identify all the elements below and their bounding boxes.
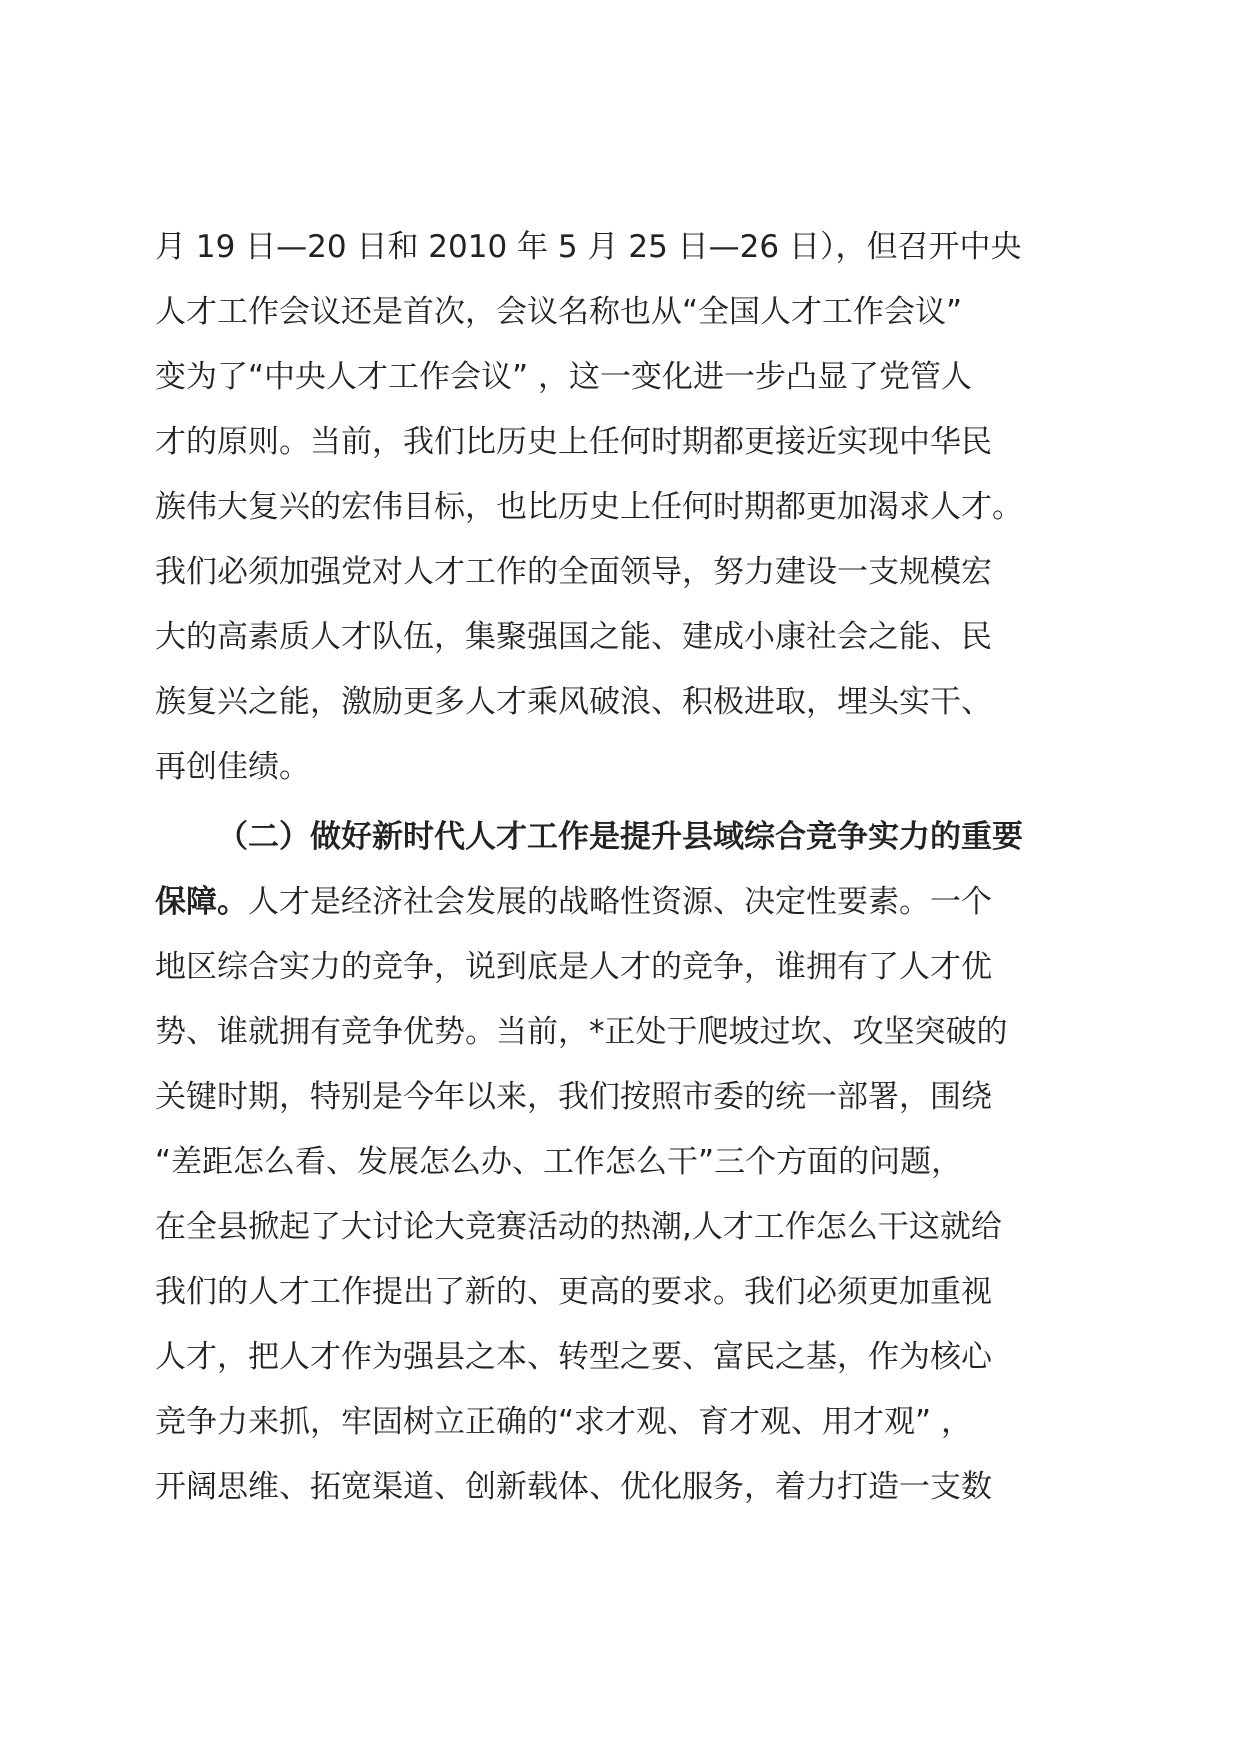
- text-line: [155, 870, 1090, 935]
- document-body: [155, 215, 1090, 1520]
- text-line: “差距怎么看、发展怎么办、工作怎么干”三个方面的问题，: [155, 1144, 963, 1180]
- text-line: 变为了“中央人才工作会议” ，这一变化进一步凸显了党管人: [155, 359, 972, 395]
- paragraph-1: [155, 215, 1090, 800]
- text-line: 势、谁就拥有竞争优势。当前，*正处于爬坡过坎、攻坚突破的: [155, 1014, 1008, 1050]
- paragraph-2: [155, 805, 1090, 1520]
- text-line: 人才工作会议还是首次，会议名称也从“全国人才工作会议”: [155, 294, 963, 330]
- text-line: 关键时期，特别是今年以来，我们按照市委的统一部署，围绕: [155, 1079, 992, 1115]
- text-line: 才的原则。当前，我们比历史上任何时期都更接近实现中华民: [155, 424, 992, 460]
- section-heading: （二）做好新时代人才工作是提升县域综合竞争实力的重要: [217, 819, 1023, 855]
- text-line: 大的高素质人才队伍，集聚强国之能、建成小康社会之能、民: [155, 619, 992, 655]
- text-line: 开阔思维、拓宽渠道、创新载体、优化服务，着力打造一支数: [155, 1469, 992, 1505]
- text-line: 竞争力来抓，牢固树立正确的“求才观、育才观、用才观” ，: [155, 1404, 972, 1440]
- text-line: 族伟大复兴的宏伟目标，也比历史上任何时期都更加渴求人才。: [155, 489, 1023, 525]
- section-heading-end: 保障。: [155, 884, 248, 920]
- text-line: 在全县掀起了大讨论大竞赛活动的热潮,人才工作怎么干这就给: [155, 1209, 1002, 1245]
- text-span: 人才是经济社会发展的战略性资源、决定性要素。一个: [248, 884, 992, 920]
- text-line: 地区综合实力的竞争，说到底是人才的竞争，谁拥有了人才优: [155, 949, 992, 985]
- text-line: 我们必须加强党对人才工作的全面领导，努力建设一支规模宏: [155, 554, 992, 590]
- text-line: 族复兴之能，激励更多人才乘风破浪、积极进取，埋头实干、: [155, 684, 992, 720]
- text-line: 我们的人才工作提出了新的、更高的要求。我们必须更加重视: [155, 1274, 992, 1310]
- text-line: 再创佳绩。: [155, 749, 310, 785]
- text-line: 月 19 日—20 日和 2010 年 5 月 25 日—26 日），但召开中央: [155, 229, 1022, 265]
- text-line: 人才，把人才作为强县之本、转型之要、富民之基，作为核心: [155, 1339, 992, 1375]
